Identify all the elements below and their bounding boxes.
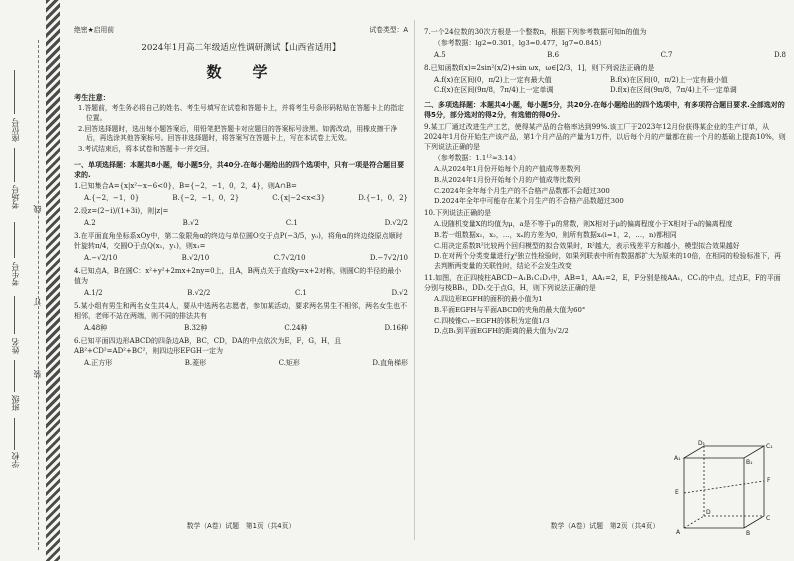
question-11 (424, 274, 781, 337)
page-1-footer: 数学（A卷）试题 第1页（共4页） (186, 522, 296, 530)
question-stem: 3.在平面直角坐标系xOy中，第二象限角α的终边与单位圆O交于点P(−3/5，y₀)，将角α的终边绕原点顺时针旋转π/4，交圆O于点Q(x₁，y₁)，则x₁= (74, 232, 403, 251)
option-d: D.直角梯形 (372, 358, 408, 367)
option-b: B.平面EGFH与平面ABCD的夹角的最大值为60° (434, 305, 586, 314)
question-2 (74, 207, 408, 229)
option-b: B.f(x)在区间(0，π/2)上一定有最小值 (610, 75, 728, 84)
question-stem: 2.设z=(2−i)/(1+3i)，则|z|= (74, 207, 169, 216)
option-c: C.用决定系数R²比较两个回归模型的拟合效果时，R²越大，表示残差平方和越小，模型拟合效果越好 (434, 241, 740, 250)
option-b: B.√2/2 (187, 288, 211, 297)
option-b: B.32种 (184, 323, 208, 332)
option-c: C.{x|−2<x<3} (272, 194, 326, 203)
label-d: D (706, 509, 711, 516)
section-2-heading: 二、多项选择题：本题共4小题，每小题5分，共20分.在每小题给出的四个选项中，有多项符合题目要求.全部选对的得5分，部分选对的得2分，有选错的得0分. (424, 101, 785, 120)
question-stem: 8.已知函数f(x)=2sin²(x/2)+sin ωx，ω∈[2/3，1]，则下列说法正确的是 (424, 63, 655, 72)
name-label: 姓名 (11, 338, 20, 354)
label-a: A (676, 529, 681, 536)
seal-label: 装 (33, 370, 42, 378)
question-4 (74, 267, 408, 299)
label-a1: A₁ (674, 455, 681, 462)
page-1 (74, 26, 408, 371)
notice-item: 1.答题前，考生务必将自己的姓名、考生号填写在试卷和答题卡上，并将考生号条形码粘贴在答题卡上的指定位置。 (78, 104, 404, 122)
page-divider (414, 20, 415, 540)
label-b: B (746, 530, 751, 537)
option-a: A.四边形EGFH的面积的最小值为1 (434, 294, 543, 303)
option-a: A.从2024年1月份开始每个月的产值成等差数列 (434, 164, 581, 173)
option-c: C.1 (285, 219, 298, 228)
reference-data: （参考数据：1.1¹²≈3.14） (434, 154, 520, 163)
label-e: E (675, 489, 679, 496)
exam-room-label: 考场号 (11, 185, 20, 209)
option-b: B.6 (547, 50, 560, 59)
question-9 (424, 123, 786, 207)
secret-mark: 绝密★启用前 (74, 26, 115, 34)
option-d: D.√2/2 (384, 219, 408, 228)
question-stem: 5.某小组有男生和两名女生共4人，要从中选两名志愿者，参加某活动，要求两名男生不相邻，两名女生也不相邻，老师不站在两端，则不同的排法共有 (74, 301, 408, 320)
option-d: D.在对两个分类变量进行χ²独立性检验时，如果列联表中所有数据都扩大为原来的10倍，在相同的检验标准下，再去判断两变量的关联性时，结论不会发生改变 (434, 252, 782, 271)
class-label: 班级 (11, 395, 20, 411)
option-a: A.正方形 (84, 358, 113, 367)
option-d: D.{−1，0，2} (358, 194, 408, 203)
option-a: A.设随机变量X的均值为μ，a是不等于μ的常数，则X相对于μ的偏离程度小于X相对于a的偏离程度 (434, 220, 733, 229)
question-7 (424, 28, 786, 61)
paper-type: 试卷类型：A (369, 26, 408, 34)
cut-dashed-line (38, 40, 39, 550)
option-d: D.点B₁到平面EGFH的距离的最大值为√2/2 (434, 327, 569, 336)
question-stem: 11.如图，在正四棱柱ABCD−A₁B₁C₁D₁中，AB=1，AA₁=2，E，F分别是棱AA₁，CC₁的中点，过点E，F的平面分别与棱BB₁，DD₁交于点G，H，则下列说法正确的是 (424, 274, 781, 293)
question-stem: 7.一个24位数的30次方根是一个整数n，根据下列参考数据可知n的值为 (424, 28, 647, 36)
prism-top-face (684, 446, 764, 458)
question-stem: 9.某工厂通过改进生产工艺，使得某产品的合格率达到99%.该工厂于2023年12月份获得某企业的生产订单，从2024年1月份开始生产该产品，第1个月产品的产量为1万件，以后每个月的产量都在前一个月的基础上提高10%，则下列说法正确的是 (424, 123, 786, 152)
question-stem: 4.已知点A，B在圆C：x²+y²+2mx+2ny=0上，且A，B两点关于直线y=x+2对称，则圆C的半径的最小值为 (74, 267, 402, 285)
option-d: D.f(x)在区间(9π/8，7π/4)上不一定单调 (610, 85, 737, 94)
option-b: B.√2/10 (181, 254, 210, 263)
question-1 (74, 182, 408, 204)
option-b: B.菱形 (184, 358, 207, 367)
label-d1: D₁ (698, 440, 706, 447)
student-number-label: 考生号 (11, 262, 20, 286)
option-c: C.7√2/10 (273, 254, 306, 263)
question-3 (74, 232, 408, 264)
option-c: C.24种 (284, 323, 308, 332)
option-b: B.√2 (182, 219, 199, 228)
binding-hatch-strip (46, 0, 60, 561)
reference-data: （参考数据：lg2=0.301，lg3=0.477，lg7=0.845） (434, 38, 606, 47)
question-8 (424, 64, 786, 96)
school-label: 学校 (11, 452, 20, 468)
option-c: C.矩形 (278, 358, 300, 367)
option-c: C.7 (660, 50, 673, 59)
label-b1: B₁ (746, 459, 753, 466)
option-d: D.−7√2/10 (369, 254, 408, 263)
page-2-footer: 数学（A卷）试题 第2页（共4页） (550, 522, 660, 530)
option-a: A.48种 (84, 323, 108, 332)
option-b: B.{−2，−1，0，2} (172, 194, 240, 203)
option-c: C.四棱锥C₁−EGFH的体积为定值1/3 (434, 316, 550, 325)
question-stem: 10.下列说法正确的是 (424, 209, 492, 218)
option-c: C.f(x)在区间(9π/8，7π/4)上一定单调 (434, 85, 554, 94)
question-stem: 6.已知平面四边形ABCD的四条边AB，BC，CD，DA的中点依次为E，F，G，H，且AB²+CD²=AD²+BC²，则四边形EFGH一定为 (74, 336, 342, 355)
option-a: A.f(x)在区间(0，π/2)上一定有最大值 (434, 75, 552, 84)
option-a: A.1/2 (84, 288, 103, 297)
exam-title: 2024年1月高二年级适应性调研测试【山西省适用】 (141, 42, 341, 53)
page-2 (424, 26, 786, 338)
option-a: A.5 (434, 50, 446, 59)
option-c: C.2024年全年每个月生产的不合格产品数都不会超过300 (434, 186, 610, 195)
option-d: D.√2 (391, 288, 408, 297)
label-f: F (767, 477, 771, 484)
option-d: D.16种 (384, 323, 408, 332)
seat-number-label: 座位号 (11, 118, 20, 142)
label-c1: C₁ (766, 443, 773, 450)
question-5 (74, 302, 408, 334)
option-d: D.2024年全年中可能存在某个月生产的不合格产品数超过300 (434, 197, 624, 206)
binding-label: 订 (33, 298, 42, 306)
option-a: A.{−2，−1，0} (84, 194, 140, 203)
question-6 (74, 337, 408, 369)
notice-item: 2.回答选择题时，选出每小题答案后，用铅笔把答题卡对应题目的答案标号涂黑。如需改动，用橡皮擦干净后，再选涂其他答案标号。回答非选择题时，将答案写在答题卡上，写在本试卷上无效。 (78, 124, 398, 143)
option-a: A.−√2/10 (84, 254, 118, 263)
option-b: B.从2024年1月份开始每个月的产值成等比数列 (434, 175, 581, 184)
section-1-heading: 一、单项选择题：本题共8小题，每小题5分，共40分.在每小题给出的四个选项中，只有一项是符合题目要求的. (74, 160, 405, 179)
option-c: C.1 (295, 288, 307, 297)
notice-title: 考生注意： (74, 93, 110, 103)
subject-title: 数 学 (206, 62, 276, 81)
question-10 (424, 209, 786, 272)
question-stem: 1.已知集合A={x|x²−x−6<0}，B={−2，−1，0，2，4}，则A∩B= (74, 182, 297, 191)
label-c: C (766, 515, 771, 522)
cut-line-label: 线 (33, 205, 42, 213)
option-d: D.8 (773, 50, 786, 59)
notice-item: 3.考试结束后，将本试卷和答题卡一并交回。 (78, 144, 214, 153)
option-a: A.2 (84, 219, 96, 228)
option-b: B.若一组数据x₁，x₂，…，xₙ的方差为0，则所有数据xᵢ(i=1，2，…，n)都相同 (434, 230, 677, 239)
